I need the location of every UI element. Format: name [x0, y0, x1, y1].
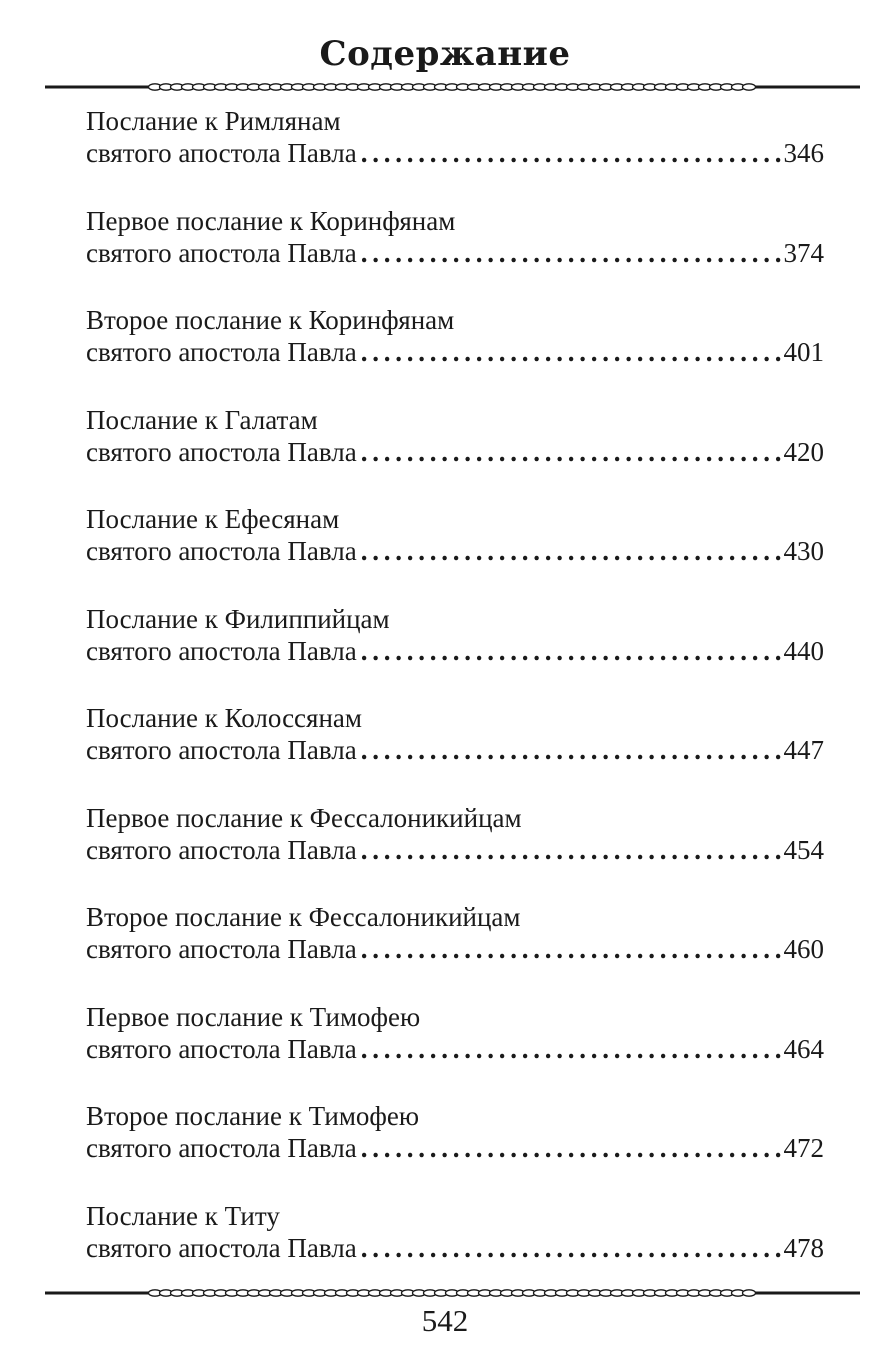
entry-subtitle: святого апостола Павла — [86, 237, 357, 268]
dot-leader — [361, 635, 782, 667]
dot-leader — [361, 1033, 782, 1065]
entry-title: Второе послание к Коринфянам — [86, 305, 455, 335]
dot-leader — [361, 734, 782, 766]
dot-leader — [361, 933, 782, 965]
entry-subtitle: святого апостола Павла — [86, 1033, 357, 1064]
entry-title: Послание к Титу — [86, 1200, 280, 1231]
entry-page-number: 454 — [783, 834, 824, 865]
entry-subtitle: святого апостола Павла — [86, 337, 357, 367]
dot-leader — [361, 1132, 782, 1164]
toc-entry[interactable] — [86, 598, 826, 698]
entry-subtitle: святого апостола Павла — [86, 1232, 357, 1263]
entry-title: Послание к Римлянам — [86, 106, 341, 136]
dot-leader — [361, 237, 782, 269]
dot-leader — [361, 336, 782, 368]
entry-page-number: 472 — [783, 1133, 824, 1163]
ornamental-rule-bottom — [45, 1283, 860, 1303]
page-title: Содержание — [319, 34, 571, 74]
entry-title: Послание к Ефесянам — [86, 504, 340, 534]
entry-subtitle: святого апостола Павла — [86, 635, 357, 666]
entry-page-number: 420 — [783, 436, 824, 467]
entry-title: Послание к Филиппийцам — [86, 603, 390, 634]
entry-page-number: 374 — [783, 237, 824, 268]
entry-subtitle: святого апостола Павла — [86, 934, 357, 964]
entry-page-number: 447 — [783, 735, 824, 765]
entry-page-number: 460 — [783, 934, 824, 964]
toc-entry[interactable] — [86, 1095, 826, 1195]
entry-title: Послание к Галатам — [86, 404, 318, 435]
page-number: 542 — [421, 1303, 469, 1338]
entry-title: Первое послание к Фессалоникийцам — [86, 802, 522, 833]
toc-entry[interactable] — [86, 797, 826, 897]
toc-entry[interactable] — [86, 1195, 826, 1295]
entry-subtitle: святого апостола Павла — [86, 436, 357, 467]
toc-entry[interactable] — [86, 498, 826, 598]
entry-title: Второе послание к Фессалоникийцам — [86, 902, 521, 932]
dot-leader — [361, 834, 782, 866]
entry-title: Второе послание к Тимофею — [86, 1101, 420, 1131]
entry-subtitle: святого апостола Павла — [86, 735, 357, 765]
dot-leader — [361, 137, 782, 169]
table-of-contents — [86, 100, 826, 1294]
entry-title: Послание к Колоссянам — [86, 703, 362, 733]
dot-leader — [361, 1232, 782, 1264]
entry-page-number: 346 — [783, 138, 824, 168]
entry-subtitle: святого апостола Павла — [86, 1133, 357, 1163]
entry-subtitle: святого апостола Павла — [86, 138, 357, 168]
dot-leader — [361, 535, 782, 567]
entry-page-number: 440 — [783, 635, 824, 666]
entry-title: Первое послание к Коринфянам — [86, 205, 456, 236]
entry-page-number: 401 — [783, 337, 824, 367]
toc-entry[interactable] — [86, 896, 826, 996]
toc-entry[interactable] — [86, 399, 826, 499]
entry-page-number: 464 — [783, 1033, 824, 1064]
toc-entry[interactable] — [86, 299, 826, 399]
entry-subtitle: святого апостола Павла — [86, 536, 357, 566]
ornamental-rule-top — [45, 77, 860, 97]
toc-entry[interactable] — [86, 200, 826, 300]
toc-entry[interactable] — [86, 100, 826, 200]
toc-entry[interactable] — [86, 996, 826, 1096]
entry-subtitle: святого апостола Павла — [86, 834, 357, 865]
entry-title: Первое послание к Тимофею — [86, 1001, 421, 1032]
entry-page-number: 430 — [783, 536, 824, 566]
toc-entry[interactable] — [86, 697, 826, 797]
entry-page-number: 478 — [783, 1232, 824, 1263]
dot-leader — [361, 436, 782, 468]
